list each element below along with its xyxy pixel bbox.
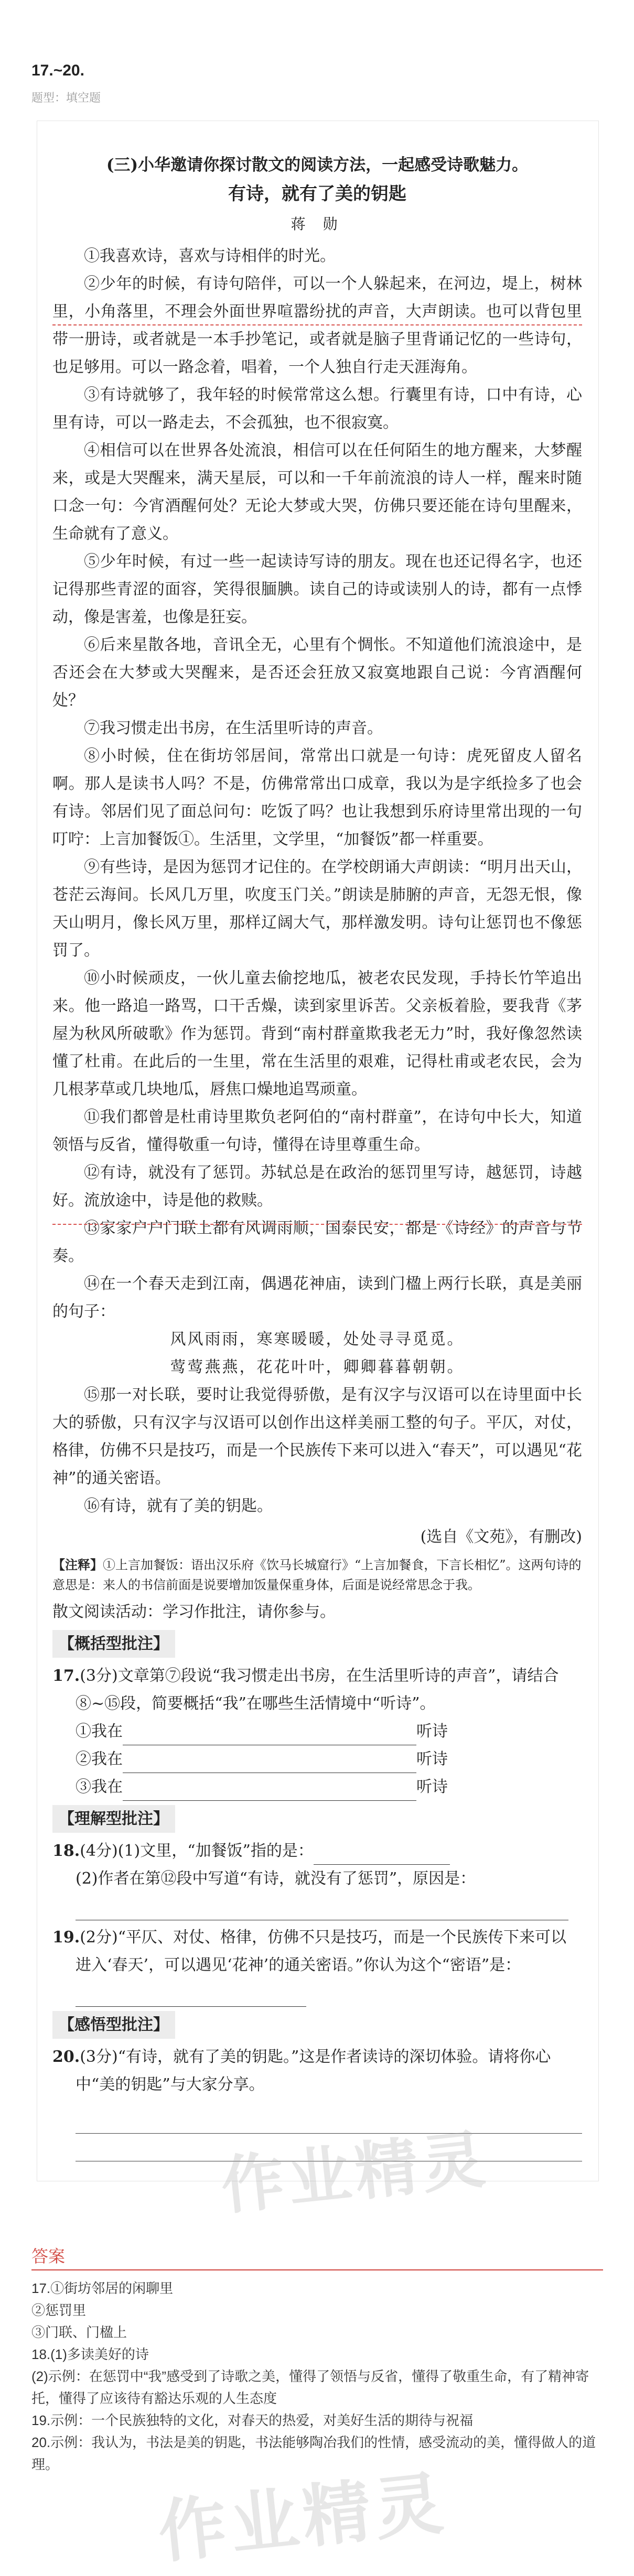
question-19-text: (2分)“平仄、对仗、格律，仿佛不只是技巧，而是一个民族传下来可以进入‘春天’，可以遇见‘花神’的通关密语。”你认为这个“密语”是： <box>76 1928 567 1974</box>
answer-line-3: ③门联、门楹上 <box>31 2324 127 2340</box>
paragraph-11: ⑪我们都曾是杜甫诗里欺负老阿伯的“南村群童”，在诗句中长大，知道领悟与反省，懂得敬重一句诗，懂得在诗里尊重生命。 <box>52 1108 582 1154</box>
paragraph-3: ③有诗就够了，我年轻的时候常常这么想。行囊里有诗，口中有诗，心里有诗，可以一路走去，不会孤独，也不很寂寞。 <box>52 386 582 432</box>
paragraph-8: ⑧小时候，住在街坊邻居间，常常出口就是一句诗：虎死留皮人留名啊。那人是读书人吗？不是，仿佛常常出口成章，我以为是字纸捡多了也会有诗。邻居们见了面总问句：吃饭了吗？也让我想到乐府诗里常出现的一句叮咛：上言加餐饭①。生活里，文学里，“加餐饭”都一样重要。 <box>52 747 582 849</box>
couplet-line-2: 莺莺燕燕，花花叶叶，卿卿暮暮朝朝。 <box>170 1358 465 1376</box>
q17-row-1-blank[interactable] <box>123 1727 416 1745</box>
passage-title: 有诗，就有了美的钥匙 <box>228 183 406 204</box>
question-17-number: 17. <box>52 1667 80 1685</box>
answer-line-1: 17.①街坊邻居的闲聊里 <box>31 2280 174 2296</box>
footnote-text: ①上言加餐饭：语出汉乐府《饮马长城窟行》“上言加餐食，下言长相忆”。这两句诗的意思是：来人的书信前面是说要增加饭量保重身体，后面是说经常思念于我。 <box>52 1558 582 1592</box>
passage-source: (选自《文苑》，有删改) <box>420 1528 582 1546</box>
q17-row-3-suffix: 听诗 <box>416 1778 448 1796</box>
footnote-label: 【注释】 <box>52 1557 103 1572</box>
question-17-text: (3分)文章第⑦段说“我习惯走出书房，在生活里听诗的声音”，请结合⑧~⑮段，简要概括“我”在哪些生活情境中“听诗”。 <box>76 1667 559 1713</box>
question-18-part1: (4分)(1)文里，“加餐饭”指的是： <box>80 1842 314 1860</box>
question-20-number: 20. <box>52 2048 80 2066</box>
answer-line-4: 18.(1)多读美好的诗 <box>31 2346 149 2362</box>
passage-intro: (三)小华邀请你探讨散文的阅读方法，一起感受诗歌魅力。 <box>106 156 529 175</box>
answers-heading: 答案 <box>31 2247 66 2266</box>
passage-author: 蒋 勋 <box>291 215 344 233</box>
answer-line-6: 19.示例：一个民族独特的文化，对春天的热爱，对美好生活的期待与祝福 <box>31 2412 474 2428</box>
question-20 <box>52 2043 582 2099</box>
q18-part2-blank[interactable] <box>76 1902 568 1920</box>
footnote <box>52 1555 582 1595</box>
paragraph-4: ④相信可以在世界各处流浪，相信可以在任何陌生的地方醒来，大梦醒来，或是大哭醒来，满天星辰，可以和一千年前流浪的诗人一样，醒来时随口念一句：今宵酒醒何处？无论大梦或大哭，仿佛只要还能在诗句里醒来，生命就有了意义。 <box>52 441 582 543</box>
q18-part2-answer-row <box>52 1893 582 1920</box>
answer-line-5: (2)示例：在惩罚中“我”感受到了诗歌之美，懂得了领悟与反省，懂得了敬重生命，有了精神寄托，懂得了应该待有豁达乐观的人生态度 <box>31 2368 589 2406</box>
question-18-part2-row <box>52 1865 582 1893</box>
question-18-number: 18. <box>52 1842 80 1860</box>
question-17 <box>52 1662 582 1718</box>
paragraph-5: ⑤少年时候，有过一些一起读诗写诗的朋友。现在也还记得名字，也还记得那些青涩的面容，笑得很腼腆。读自己的诗或读别人的诗，都有一点悸动，像是害羞，也像是狂妄。 <box>52 552 582 626</box>
crop-guide-middle <box>52 1224 582 1225</box>
section-summary-label: 【概括型批注】 <box>52 1630 175 1658</box>
watermark-answers: 作业精灵 <box>154 2463 451 2573</box>
passage-content <box>52 135 582 2161</box>
answers-divider <box>31 2269 603 2270</box>
q17-row-2-label: ②我在 <box>76 1750 123 1768</box>
paragraph-7: ⑦我习惯走出书房，在生活里听诗的声音。 <box>84 719 383 737</box>
q19-blank[interactable] <box>76 1988 306 2007</box>
watermark-question: 作业精灵 <box>218 2123 492 2224</box>
q17-row-3-blank[interactable] <box>123 1782 416 1801</box>
paragraph-12: ⑫有诗，就没有了惩罚。苏轼总是在政治的惩罚里写诗，越惩罚，诗越好。流放途中，诗是他的救赎。 <box>52 1164 582 1210</box>
crop-guide-top <box>52 324 582 325</box>
paragraph-14: ⑭在一个春天走到江南，偶遇花神庙，读到门楹上两行长联，真是美丽的句子： <box>52 1275 582 1321</box>
q18-part1-blank[interactable] <box>314 1846 450 1865</box>
answers-list <box>31 2277 603 2475</box>
q17-row-2-blank[interactable] <box>123 1755 416 1773</box>
q17-row-1-suffix: 听诗 <box>416 1722 448 1741</box>
q17-row-2 <box>52 1745 582 1773</box>
paragraph-1: ①我喜欢诗，喜欢与诗相伴的时光。 <box>84 247 336 265</box>
activity-instruction: 散文阅读活动：学习作批注，请你参与。 <box>52 1603 336 1621</box>
question-20-text: (3分)“有诗，就有了美的钥匙。”这是作者读诗的深切体验。请将你心中“美的钥匙”与大家分享。 <box>76 2048 551 2094</box>
answer-line-2: ②惩罚里 <box>31 2302 87 2318</box>
question-19-number: 19. <box>52 1928 80 1947</box>
q17-row-3-label: ③我在 <box>76 1778 123 1796</box>
q17-row-2-suffix: 听诗 <box>416 1750 448 1768</box>
paragraph-10: ⑩小时候顽皮，一伙儿童去偷挖地瓜，被老农民发现，手持长竹竿追出来。他一路追一路骂，口干舌燥，读到家里诉苦。父亲板着脸，要我背《茅屋为秋风所破歌》作为惩罚。背到“南村群童欺我老无力”时，我好像忽然读懂了杜甫。在此后的一生里，常在生活里的艰难，记得杜甫或老农民，会为几根茅草或几块地瓜，唇焦口燥地追骂顽童。 <box>52 969 582 1099</box>
section-reflection-label: 【感悟型批注】 <box>52 2011 175 2039</box>
question-number: 17.~20. <box>31 62 84 79</box>
question-19 <box>52 1923 582 2007</box>
paragraph-13: ⑬家家户户门联上都有风调雨顺，国泰民安，都是《诗经》的声音与节奏。 <box>52 1219 582 1265</box>
paragraph-6: ⑥后来星散各地，音讯全无，心里有个惆怅。不知道他们流浪途中，是否还会在大梦或大哭醒来，是否还会狂放又寂寞地跟自己说：今宵酒醒何处？ <box>52 636 582 710</box>
question-18-part2: (2)作者在第⑫段中写道“有诗，就没有了惩罚”，原因是： <box>76 1869 476 1888</box>
paragraph-9: ⑨有些诗，是因为惩罚才记住的。在学校朗诵大声朗读：“明月出天山，苍茫云海间。长风几万里，吹度玉门关。”朗读是肺腑的声音，无怨无恨，像天山明月，像长风万里，那样辽阔大气，那样激发明。诗句让惩罚也不像惩罚了。 <box>52 858 582 960</box>
q17-row-3 <box>52 1773 582 1801</box>
paragraph-2: ②少年的时候，有诗句陪伴，可以一个人躲起来，在河边，堤上，树林里，小角落里，不理会外面世界喧嚣纷扰的声音，大声朗读。也可以背包里带一册诗，或者就是一本手抄笔记，或者就是脑子里背诵记忆的一些诗句，也足够用。可以一路念着，唱着，一个人独自行走天涯海角。 <box>52 275 582 376</box>
couplet-line-1: 风风雨雨，寒寒暖暖，处处寻寻觅觅。 <box>170 1330 465 1349</box>
section-understanding-label: 【理解型批注】 <box>52 1805 175 1833</box>
q17-row-1-label: ①我在 <box>76 1722 123 1741</box>
q17-row-1 <box>52 1718 582 1745</box>
answer-line-7: 20.示例：我认为，书法是美的钥匙，书法能够陶冶我们的性情，感受流动的美，懂得做人的道理。 <box>31 2434 596 2472</box>
paragraph-16: ⑯有诗，就有了美的钥匙。 <box>84 1497 273 1515</box>
paragraph-15: ⑮那一对长联，要时让我觉得骄傲，是有汉字与汉语可以在诗里面中长大的骄傲，只有汉字与汉语可以创作出这样美丽工整的句子。平仄，对仗，格律，仿佛不只是技巧，而是一个民族传下来可以进入“春天”，可以遇见“花神”的通关密语。 <box>52 1386 582 1487</box>
question-18 <box>52 1837 582 1865</box>
question-type: 题型：填空题 <box>31 91 101 104</box>
